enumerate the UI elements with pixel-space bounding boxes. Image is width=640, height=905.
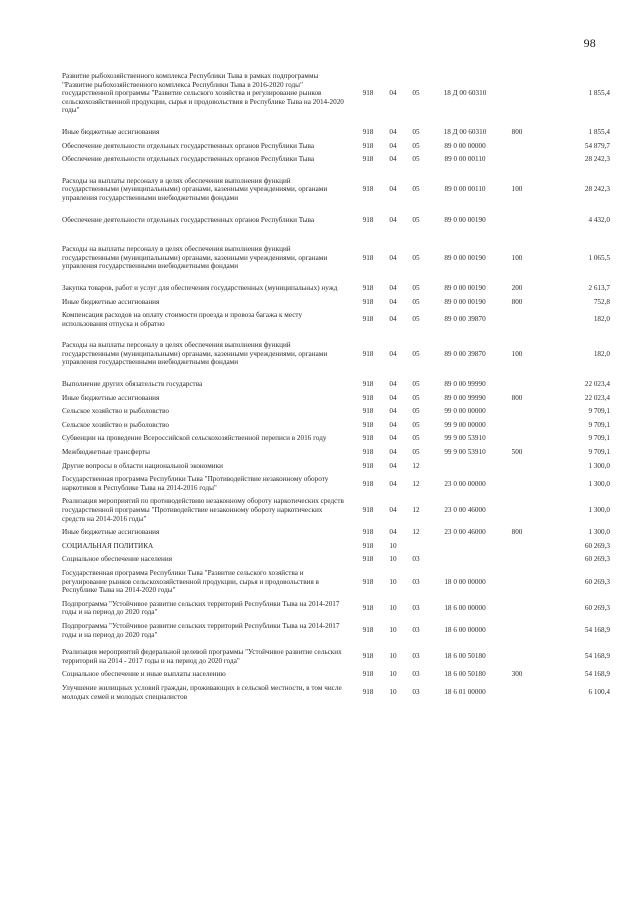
row-sum-cell: 1 300,0 bbox=[588, 528, 610, 537]
row-name-cell: Социальное обеспечение населения bbox=[62, 555, 173, 564]
table-row bbox=[62, 460, 610, 474]
row-pr-cell: 03 bbox=[412, 555, 420, 564]
row-sum-cell: 54 168,9 bbox=[584, 626, 610, 635]
table-row bbox=[62, 642, 610, 668]
row-pr-cell: 12 bbox=[412, 528, 420, 537]
row-grbs-cell: 918 bbox=[362, 127, 374, 136]
row-csr-cell bbox=[428, 460, 502, 474]
table-row bbox=[62, 331, 610, 370]
row-pr-cell: 03 bbox=[412, 652, 420, 661]
table-row bbox=[62, 495, 610, 526]
row-name-cell: Обеспечение деятельности отдельных государственных органов Республики Тыва bbox=[62, 141, 315, 150]
row-pr-cell: 05 bbox=[412, 393, 420, 402]
table-row bbox=[62, 227, 610, 274]
row-sum-cell: 22 023,4 bbox=[584, 380, 610, 389]
row-sum-cell: 1 855,4 bbox=[588, 127, 610, 136]
row-sum-cell: 28 242,3 bbox=[584, 155, 610, 164]
table-row bbox=[62, 274, 610, 296]
table-row bbox=[62, 620, 610, 642]
row-name-cell: Закупка товаров, работ и услуг для обеспечения государственных (муниципальных) нужд bbox=[62, 283, 338, 292]
row-name-cell: Государственная программа Республики Тыва "Развитие сельского хозяйства и регулирование рынков сельскохозяйственной продукции, сырья и продовольствия в Республике Тыва на 2014-2020 годы" bbox=[62, 568, 319, 595]
table-row bbox=[62, 419, 610, 433]
row-rz-cell: 04 bbox=[389, 315, 397, 324]
row-rz-cell: 04 bbox=[389, 506, 397, 514]
row-csr-cell: 89 0 00 00190 bbox=[444, 297, 486, 306]
table-row bbox=[62, 153, 610, 167]
row-vr-cell: 800 bbox=[511, 393, 523, 402]
row-csr-cell: 18 0 00 00000 bbox=[444, 577, 486, 586]
row-pr-cell: 03 bbox=[412, 626, 420, 635]
row-sum-cell: 9 709,1 bbox=[588, 420, 610, 429]
row-grbs-cell: 918 bbox=[362, 349, 374, 358]
row-grbs-cell: 918 bbox=[362, 185, 374, 194]
table-row bbox=[62, 167, 610, 206]
row-vr-cell: 800 bbox=[511, 127, 523, 136]
table-row bbox=[62, 446, 610, 460]
row-vr-cell: 100 bbox=[511, 185, 523, 194]
row-sum-cell: 22 023,4 bbox=[584, 393, 610, 402]
row-vr-cell bbox=[502, 370, 532, 392]
table-row bbox=[62, 432, 610, 446]
row-vr-cell bbox=[502, 70, 532, 118]
row-csr-cell: 89 0 00 00190 bbox=[444, 283, 486, 292]
row-sum-cell: 4 432,0 bbox=[588, 215, 610, 224]
row-vr-cell bbox=[502, 540, 532, 554]
table-row bbox=[62, 70, 610, 118]
row-grbs-cell: 918 bbox=[362, 555, 374, 564]
row-pr-cell: 05 bbox=[412, 315, 420, 324]
row-rz-cell: 04 bbox=[389, 283, 397, 292]
row-csr-cell bbox=[428, 553, 502, 567]
row-sum-cell: 1 065,5 bbox=[588, 253, 610, 262]
row-sum-cell: 60 269,3 bbox=[584, 555, 610, 564]
row-name-cell: Реализация мероприятий федеральной целевой программы "Устойчивое развитие сельских территорий на 2014 - 2017 годы и на период до 2020 года" bbox=[62, 648, 342, 665]
row-rz-cell: 04 bbox=[389, 407, 397, 416]
row-csr-cell: 23 0 00 46000 bbox=[444, 528, 486, 537]
row-vr-cell bbox=[502, 309, 532, 331]
row-name-cell: Обеспечение деятельности отдельных государственных органов Республики Тыва bbox=[62, 215, 315, 224]
row-name-cell: Подпрограмма "Устойчивое развитие сельских территорий Республики Тыва на 2014-2017 годы и на период до 2020 года" bbox=[62, 621, 340, 639]
row-sum-cell: 54 879,7 bbox=[584, 141, 610, 150]
row-rz-cell: 04 bbox=[389, 185, 397, 194]
row-rz-cell: 10 bbox=[389, 541, 397, 550]
row-sum-cell: 54 168,9 bbox=[584, 670, 610, 679]
row-rz-cell: 10 bbox=[389, 604, 397, 613]
row-vr-cell: 800 bbox=[511, 297, 523, 306]
row-grbs-cell: 918 bbox=[362, 479, 374, 488]
row-grbs-cell: 918 bbox=[362, 528, 374, 537]
row-rz-cell: 04 bbox=[389, 461, 397, 470]
row-rz-cell: 10 bbox=[389, 577, 397, 586]
row-pr-cell: 05 bbox=[412, 127, 420, 136]
row-pr-cell: 05 bbox=[412, 407, 420, 416]
page-number: 98 bbox=[583, 36, 596, 50]
table-row bbox=[62, 206, 610, 228]
table-row bbox=[62, 405, 610, 419]
row-grbs-cell: 918 bbox=[362, 577, 374, 586]
row-sum-cell: 60 269,3 bbox=[584, 604, 610, 613]
row-sum-cell: 1 855,4 bbox=[588, 89, 610, 98]
row-csr-cell bbox=[428, 540, 502, 554]
row-vr-cell bbox=[502, 153, 532, 167]
row-grbs-cell: 918 bbox=[362, 155, 374, 164]
row-pr-cell: 05 bbox=[412, 297, 420, 306]
row-rz-cell: 04 bbox=[389, 155, 397, 164]
row-name-cell: Компенсация расходов на оплату стоимости проезда и провоза багажа к месту использования отпуска и обратно bbox=[62, 311, 303, 328]
row-pr-cell: 05 bbox=[412, 253, 420, 262]
row-name-cell: Расходы на выплаты персоналу в целях обеспечения выполнения функций государственными (муниципальными) органами, казенными учреждениями, органами управления государственными внебюджетными фондами bbox=[62, 176, 328, 202]
row-vr-cell: 200 bbox=[511, 283, 523, 292]
row-rz-cell: 10 bbox=[389, 670, 397, 679]
row-grbs-cell: 918 bbox=[362, 420, 374, 429]
row-rz-cell: 10 bbox=[389, 626, 397, 635]
row-vr-cell bbox=[502, 642, 532, 668]
row-name-cell: Расходы на выплаты персоналу в целях обеспечения выполнения функций государственными (муниципальными) органами, казенными учреждениями, органами управления государственными внебюджетными фондами bbox=[62, 341, 328, 367]
row-vr-cell bbox=[502, 405, 532, 419]
row-csr-cell: 99 9 00 53910 bbox=[444, 448, 486, 457]
row-pr-cell: 05 bbox=[412, 155, 420, 164]
table-row bbox=[62, 553, 610, 567]
row-pr-cell: 03 bbox=[412, 577, 420, 586]
row-sum-cell: 60 269,3 bbox=[584, 577, 610, 586]
row-rz-cell: 10 bbox=[389, 652, 397, 661]
row-rz-cell: 04 bbox=[389, 393, 397, 402]
row-vr-cell bbox=[502, 140, 532, 154]
table-row bbox=[62, 370, 610, 392]
row-csr-cell: 89 0 00 00190 bbox=[444, 253, 486, 262]
row-rz-cell: 04 bbox=[389, 380, 397, 389]
row-vr-cell bbox=[502, 567, 532, 598]
row-rz-cell: 04 bbox=[389, 127, 397, 136]
row-csr-cell: 89 0 00 00110 bbox=[444, 155, 486, 164]
row-vr-cell bbox=[502, 460, 532, 474]
table-row bbox=[62, 296, 610, 310]
row-csr-cell: 18 6 00 50180 bbox=[444, 670, 486, 679]
row-pr-cell: 05 bbox=[412, 185, 420, 194]
row-csr-cell: 18 Д 00 60310 bbox=[443, 127, 487, 136]
row-vr-cell: 100 bbox=[511, 349, 523, 358]
row-sum-cell: 182,0 bbox=[593, 315, 610, 324]
row-csr-cell: 18 6 00 00000 bbox=[444, 604, 486, 613]
row-csr-cell: 89 0 00 99990 bbox=[444, 380, 486, 389]
row-vr-cell bbox=[502, 432, 532, 446]
row-pr-cell: 05 bbox=[412, 283, 420, 292]
row-pr-cell: 05 bbox=[412, 141, 420, 150]
row-sum-cell: 28 242,3 bbox=[584, 185, 610, 194]
table-row bbox=[62, 392, 610, 406]
row-name-cell: Подпрограмма "Устойчивое развитие сельских территорий Республики Тыва на 2014-2017 годы и на период до 2020 года" bbox=[62, 599, 340, 617]
row-rz-cell: 04 bbox=[389, 215, 397, 224]
row-name-cell: Сельское хозяйство и рыболовство bbox=[62, 407, 169, 416]
row-rz-cell: 04 bbox=[389, 141, 397, 150]
row-grbs-cell: 918 bbox=[362, 448, 374, 457]
row-csr-cell: 18 Д 00 60310 bbox=[443, 89, 487, 98]
row-vr-cell bbox=[502, 620, 532, 642]
row-sum-cell: 54 168,9 bbox=[584, 652, 610, 661]
row-rz-cell: 04 bbox=[389, 448, 397, 457]
row-name-cell: СОЦИАЛЬНАЯ ПОЛИТИКА bbox=[62, 541, 154, 550]
row-grbs-cell: 918 bbox=[362, 407, 374, 416]
row-pr-cell: 05 bbox=[412, 89, 420, 98]
row-sum-cell: 752,8 bbox=[593, 297, 610, 306]
row-vr-cell bbox=[502, 206, 532, 228]
row-rz-cell: 04 bbox=[389, 420, 397, 429]
row-csr-cell: 89 0 00 39870 bbox=[444, 315, 486, 324]
row-sum-cell: 6 100,4 bbox=[588, 688, 610, 697]
table-row bbox=[62, 668, 610, 682]
row-name-cell: Иные бюджетные ассигнования bbox=[62, 393, 160, 402]
row-rz-cell: 04 bbox=[389, 349, 397, 358]
row-rz-cell: 10 bbox=[389, 555, 397, 564]
row-pr-cell: 12 bbox=[412, 506, 420, 514]
row-grbs-cell: 918 bbox=[362, 541, 374, 550]
row-name-cell: Развитие рыбохозяйственного комплекса Республики Тыва в рамках подпрограммы "Развитие рыбохозяйственного комплекса Республики Тыва в 2016-2020 годы" государственной программы "Развитие сельского хозяйства и регулирование рынков сельскохозяйственной продукции, сырья и продовольствия в Республике Тыва на 2014-2020 годы" bbox=[62, 72, 344, 115]
row-name-cell: Иные бюджетные ассигнования bbox=[62, 297, 160, 306]
row-name-cell: Субвенции на проведение Всероссийской сельскохозяйственной переписи в 2016 году bbox=[62, 434, 327, 443]
row-name-cell: Другие вопросы в области национальной экономики bbox=[62, 461, 223, 470]
row-rz-cell: 04 bbox=[389, 479, 397, 488]
row-vr-cell bbox=[502, 419, 532, 433]
row-name-cell: Реализация мероприятий по противодействию незаконному обороту наркотических средств государственной программы "Противодействие незаконному обороту наркотических средств на 2014-2016 годы" bbox=[62, 497, 344, 523]
row-rz-cell: 10 bbox=[389, 688, 397, 697]
row-grbs-cell: 918 bbox=[362, 434, 374, 443]
budget-table bbox=[62, 70, 610, 704]
row-grbs-cell: 918 bbox=[362, 652, 374, 661]
row-grbs-cell: 918 bbox=[362, 393, 374, 402]
table-row bbox=[62, 473, 610, 495]
row-grbs-cell: 918 bbox=[362, 89, 374, 98]
row-vr-cell: 100 bbox=[511, 253, 523, 262]
row-pr-cell: 05 bbox=[412, 434, 420, 443]
row-csr-cell: 99 9 00 00000 bbox=[444, 420, 486, 429]
row-vr-cell bbox=[502, 598, 532, 620]
row-grbs-cell: 918 bbox=[362, 315, 374, 324]
table-row bbox=[62, 567, 610, 598]
row-name-cell: Иные бюджетные ассигнования bbox=[62, 528, 160, 537]
row-sum-cell: 1 300,0 bbox=[588, 461, 610, 470]
row-grbs-cell: 918 bbox=[362, 380, 374, 389]
row-name-cell: Межбюджетные трансферты bbox=[62, 448, 150, 457]
row-csr-cell: 89 0 00 00190 bbox=[444, 215, 486, 224]
row-vr-cell bbox=[502, 495, 532, 526]
row-grbs-cell: 918 bbox=[362, 626, 374, 635]
row-name-cell: Иные бюджетные ассигнования bbox=[62, 127, 160, 136]
row-sum-cell: 182,0 bbox=[593, 349, 610, 358]
row-grbs-cell: 918 bbox=[362, 141, 374, 150]
row-sum-cell: 9 709,1 bbox=[588, 448, 610, 457]
row-csr-cell: 18 6 00 50180 bbox=[444, 652, 486, 661]
row-vr-cell bbox=[502, 682, 532, 704]
row-csr-cell: 89 0 00 00000 bbox=[444, 141, 486, 150]
row-grbs-cell: 918 bbox=[362, 461, 374, 470]
row-grbs-cell: 918 bbox=[362, 283, 374, 292]
table-row bbox=[62, 598, 610, 620]
row-grbs-cell: 918 bbox=[362, 506, 374, 514]
row-pr-cell: 03 bbox=[412, 670, 420, 679]
table-row bbox=[62, 118, 610, 140]
row-rz-cell: 04 bbox=[389, 528, 397, 537]
row-name-cell: Социальное обеспечение и иные выплаты населению bbox=[62, 670, 226, 679]
row-rz-cell: 04 bbox=[389, 89, 397, 98]
row-csr-cell: 23 0 00 00000 bbox=[444, 479, 486, 488]
row-rz-cell: 04 bbox=[389, 297, 397, 306]
row-pr-cell: 05 bbox=[412, 215, 420, 224]
row-vr-cell: 500 bbox=[511, 448, 523, 457]
row-pr-cell: 05 bbox=[412, 380, 420, 389]
row-csr-cell: 89 0 00 39870 bbox=[444, 349, 486, 358]
row-name-cell: Улучшение жилищных условий граждан, проживающих в сельской местности, в том числе молодых семей и молодых специалистов bbox=[62, 683, 342, 701]
row-name-cell: Обеспечение деятельности отдельных государственных органов Республики Тыва bbox=[62, 155, 315, 164]
budget-table-body bbox=[62, 70, 610, 704]
row-csr-cell: 99 0 00 00000 bbox=[444, 407, 486, 416]
row-sum-cell: 1 300,0 bbox=[588, 506, 610, 514]
row-name-cell: Расходы на выплаты персоналу в целях обеспечения выполнения функций государственными (муниципальными) органами, казенными учреждениями, органами управления государственными внебюджетными фондами bbox=[62, 245, 328, 271]
row-sum-cell: 9 709,1 bbox=[588, 407, 610, 416]
table-row bbox=[62, 140, 610, 154]
row-csr-cell: 23 0 00 46000 bbox=[444, 506, 486, 514]
row-name-cell: Выполнение других обязательств государства bbox=[62, 380, 203, 389]
row-grbs-cell: 918 bbox=[362, 215, 374, 224]
row-vr-cell: 800 bbox=[511, 528, 523, 537]
row-pr-cell: 05 bbox=[412, 448, 420, 457]
row-pr-cell: 12 bbox=[412, 461, 420, 470]
row-grbs-cell: 918 bbox=[362, 253, 374, 262]
row-pr-cell bbox=[404, 540, 428, 554]
row-csr-cell: 89 0 00 99990 bbox=[444, 393, 486, 402]
row-csr-cell: 18 6 00 00000 bbox=[444, 626, 486, 635]
row-grbs-cell: 918 bbox=[362, 670, 374, 679]
table-row bbox=[62, 526, 610, 540]
row-name-cell: Сельское хозяйство и рыболовство bbox=[62, 420, 169, 429]
row-sum-cell: 2 613,7 bbox=[588, 283, 610, 292]
row-name-cell: Государственная программа Республики Тыва "Противодействие незаконному обороту наркотиков в Республике Тыва на 2014-2016 годы" bbox=[62, 475, 329, 492]
row-grbs-cell: 918 bbox=[362, 604, 374, 613]
row-pr-cell: 05 bbox=[412, 349, 420, 358]
row-grbs-cell: 918 bbox=[362, 688, 374, 697]
row-vr-cell bbox=[502, 473, 532, 495]
row-pr-cell: 05 bbox=[412, 420, 420, 429]
row-rz-cell: 04 bbox=[389, 434, 397, 443]
row-sum-cell: 1 300,0 bbox=[588, 479, 610, 488]
row-csr-cell: 18 6 01 00000 bbox=[444, 688, 486, 697]
row-sum-cell: 9 709,1 bbox=[588, 434, 610, 443]
row-rz-cell: 04 bbox=[389, 253, 397, 262]
row-pr-cell: 03 bbox=[412, 604, 420, 613]
table-row bbox=[62, 540, 610, 554]
row-sum-cell: 60 269,3 bbox=[584, 541, 610, 550]
row-pr-cell: 12 bbox=[412, 479, 420, 488]
table-row bbox=[62, 682, 610, 704]
row-pr-cell: 03 bbox=[412, 688, 420, 697]
table-row bbox=[62, 309, 610, 331]
row-vr-cell: 300 bbox=[511, 670, 523, 679]
row-csr-cell: 89 0 00 00110 bbox=[444, 185, 486, 194]
row-csr-cell: 99 9 00 53910 bbox=[444, 434, 486, 443]
row-grbs-cell: 918 bbox=[362, 297, 374, 306]
row-vr-cell bbox=[502, 553, 532, 567]
